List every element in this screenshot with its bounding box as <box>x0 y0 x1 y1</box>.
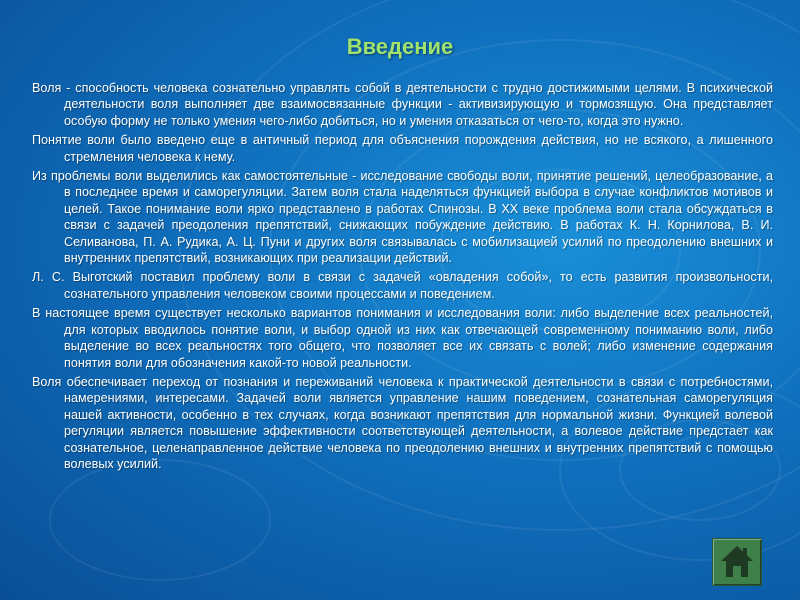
home-icon <box>713 539 761 585</box>
paragraph-4: Л. С. Выготский поставил проблему воли в связи с задачей «овладения собой», то есть развития произвольности, сознательного управления человеком своими процессами и поведением. <box>32 270 773 301</box>
paragraph-2: Понятие воли было введено еще в античный период для объяснения порождения действия, но не всякого, а лишенного стремления человека к нему. <box>32 133 773 164</box>
paragraph-6: Воля обеспечивает переход от познания и переживаний человека к практической деятельности в связи с потребностями, намерениями, интересами. Задачей воли является управление нашим поведением, сознательная саморегуляция нашей активности, особенно в тех случаях, когда возникают препятствия для нормальной жизни. Функцией волевой регуляции является повышение эффективности соответствующей деятельности, а волевое действие предстает как сознательное, целенаправленное действие человека по преодолению внешних и внутренних препятствий с помощью волевых усилий. <box>32 374 773 471</box>
paragraph-3: Из проблемы воли выделились как самостоятельные - исследование свободы воли, принятие решений, целеобразование, а в последнее время и саморегуляции. Затем воля стала наделяться функцией выбора в случае конфликтов мотивов и целей. Такое понимание воли ярко представлено в работах Спинозы. В XX веке проблема воли стала обсуждаться в связи с задачей преодоления препятствий, снижающих побуждение действию. В работах К. Н. Корнилова, В. И. Селиванова, П. А. Рудика, А. Ц. Пуни и других воля связывалась с мобилизацией усилий по преодолению внешних и внутренних препятствий, возникающих при реализации действий. <box>32 169 773 266</box>
paragraph-5: В настоящее время существует несколько вариантов понимания и исследования воли: либо выделение всех реальностей, для которых вводилось понятие воли, и выбор одной из них как отвечающей современному пониманию воли, либо выделение во всех реальностях того общего, что позволяет все их связать с волей; либо изменение содержания понятия воли для обозначения какой-то новой реальности. <box>32 306 773 370</box>
paragraph-1: Воля - способность человека сознательно управлять собой в деятельности с трудно достижимыми целями. В психической деятельности воля выполняет две взаимосвязанные функции - активизирующую и тормозящую. Она представляет особую форму не только умения чего-либо добиться, но и умения отказаться от чего-то, когда это нужно. <box>32 81 773 128</box>
slide-body <box>32 80 773 475</box>
slide-title: Введение <box>346 34 454 59</box>
home-button[interactable] <box>712 538 762 586</box>
